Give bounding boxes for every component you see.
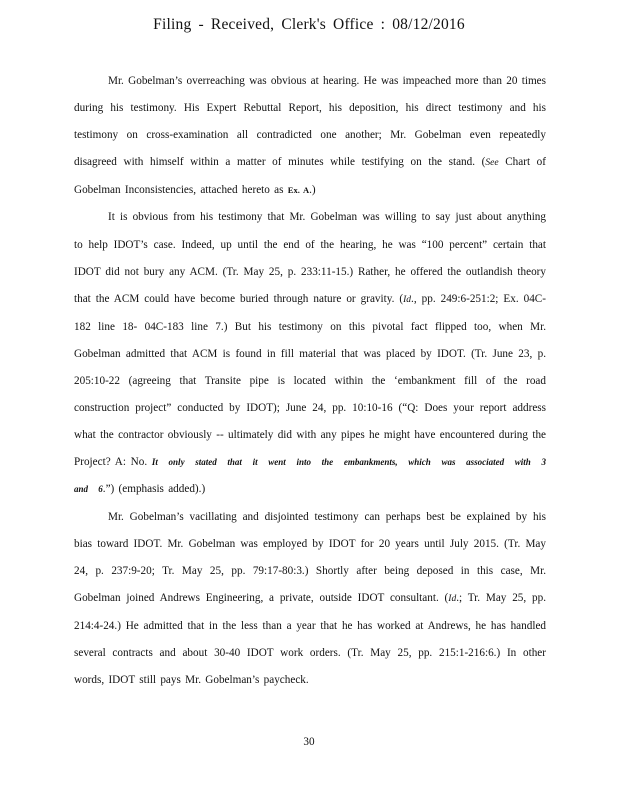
exhibit-ref: Ex. A xyxy=(287,185,310,196)
paragraph-text: Chart of Gobelman Inconsistencies, attached hereto as xyxy=(74,156,546,197)
paragraph-text: Mr. Gobelman’s vacillating and disjointed testimony can perhaps best be explained by his bias toward IDOT. Mr. Gobelman was employed by IDOT for 20 years until July 2015. (Tr. May 24, p. 237:9-20; Tr. May 25, pp. 79:17-80:3.) Shortly after being deposed in this case, Mr. Gobelman joined Andrews Engineering, a private, outside IDOT consultant. ( xyxy=(74,510,546,604)
emphasized-quote: It only stated that it went into the embankments, which was associated with 3 and 6 xyxy=(74,457,546,495)
paragraph-overreaching xyxy=(74,68,546,204)
paragraph-text: .; Tr. May 25, pp. 214:4-24.) He admitted that in the less than a year that he has worked at Andrews, he has handled several contracts and about 30-40 IDOT work orders. (Tr. May 25, pp. 215:1-216:6.) In other words, IDOT still pays Mr. Gobelman’s paycheck. xyxy=(74,591,546,687)
paragraph-text: .) xyxy=(309,184,316,197)
filing-stamp-header: Filing - Received, Clerk's Office : 08/12/2016 xyxy=(153,16,465,33)
document-body xyxy=(74,68,546,694)
signal-see: See xyxy=(485,158,499,169)
signal-id: Id xyxy=(448,593,457,604)
paragraph-text: Mr. Gobelman’s overreaching was obvious at hearing. He was impeached more than 20 times during his testimony. His Expert Rebuttal Report, his deposition, his direct testimony and his testimony on cross-examination all contradicted one another; Mr. Gobelman even repeatedly disagreed with himself within a matter of minutes while testifying on the stand. ( xyxy=(74,75,546,169)
paragraph-testimony xyxy=(74,204,546,503)
paragraph-text: It is obvious from his testimony that Mr. Gobelman was willing to say just about anything to help IDOT’s case. Indeed, up until the end of the hearing, he was “100 percent” certain that IDOT did not bury any ACM. (Tr. May 25, p. 233:11-15.) Rather, he offered the outlandish theory that the ACM could have become buried through nature or gravity. ( xyxy=(74,211,546,305)
paragraph-text: ., pp. 249:6-251:2; Ex. 04C-182 line 18- 04C-183 line 7.) But his testimony on this pivotal fact flipped too, when Mr. Gobelman admitted that ACM is found in fill material that was placed by IDOT. (Tr. June 23, p. 205:10-22 (agreeing that Transite pipe is located within the ‘embankment fill of the road construction project” conducted by IDOT); June 24, pp. 10:10-16 (“Q: Does your report address what the contractor obviously -- ultimately did with any pipes he might have encountered during the Project? A: No. xyxy=(74,292,546,469)
paragraph-text: .”) (emphasis added).) xyxy=(102,483,206,496)
paragraph-bias xyxy=(74,504,546,695)
page-number: 30 xyxy=(303,736,315,748)
signal-id: Id xyxy=(403,294,412,305)
